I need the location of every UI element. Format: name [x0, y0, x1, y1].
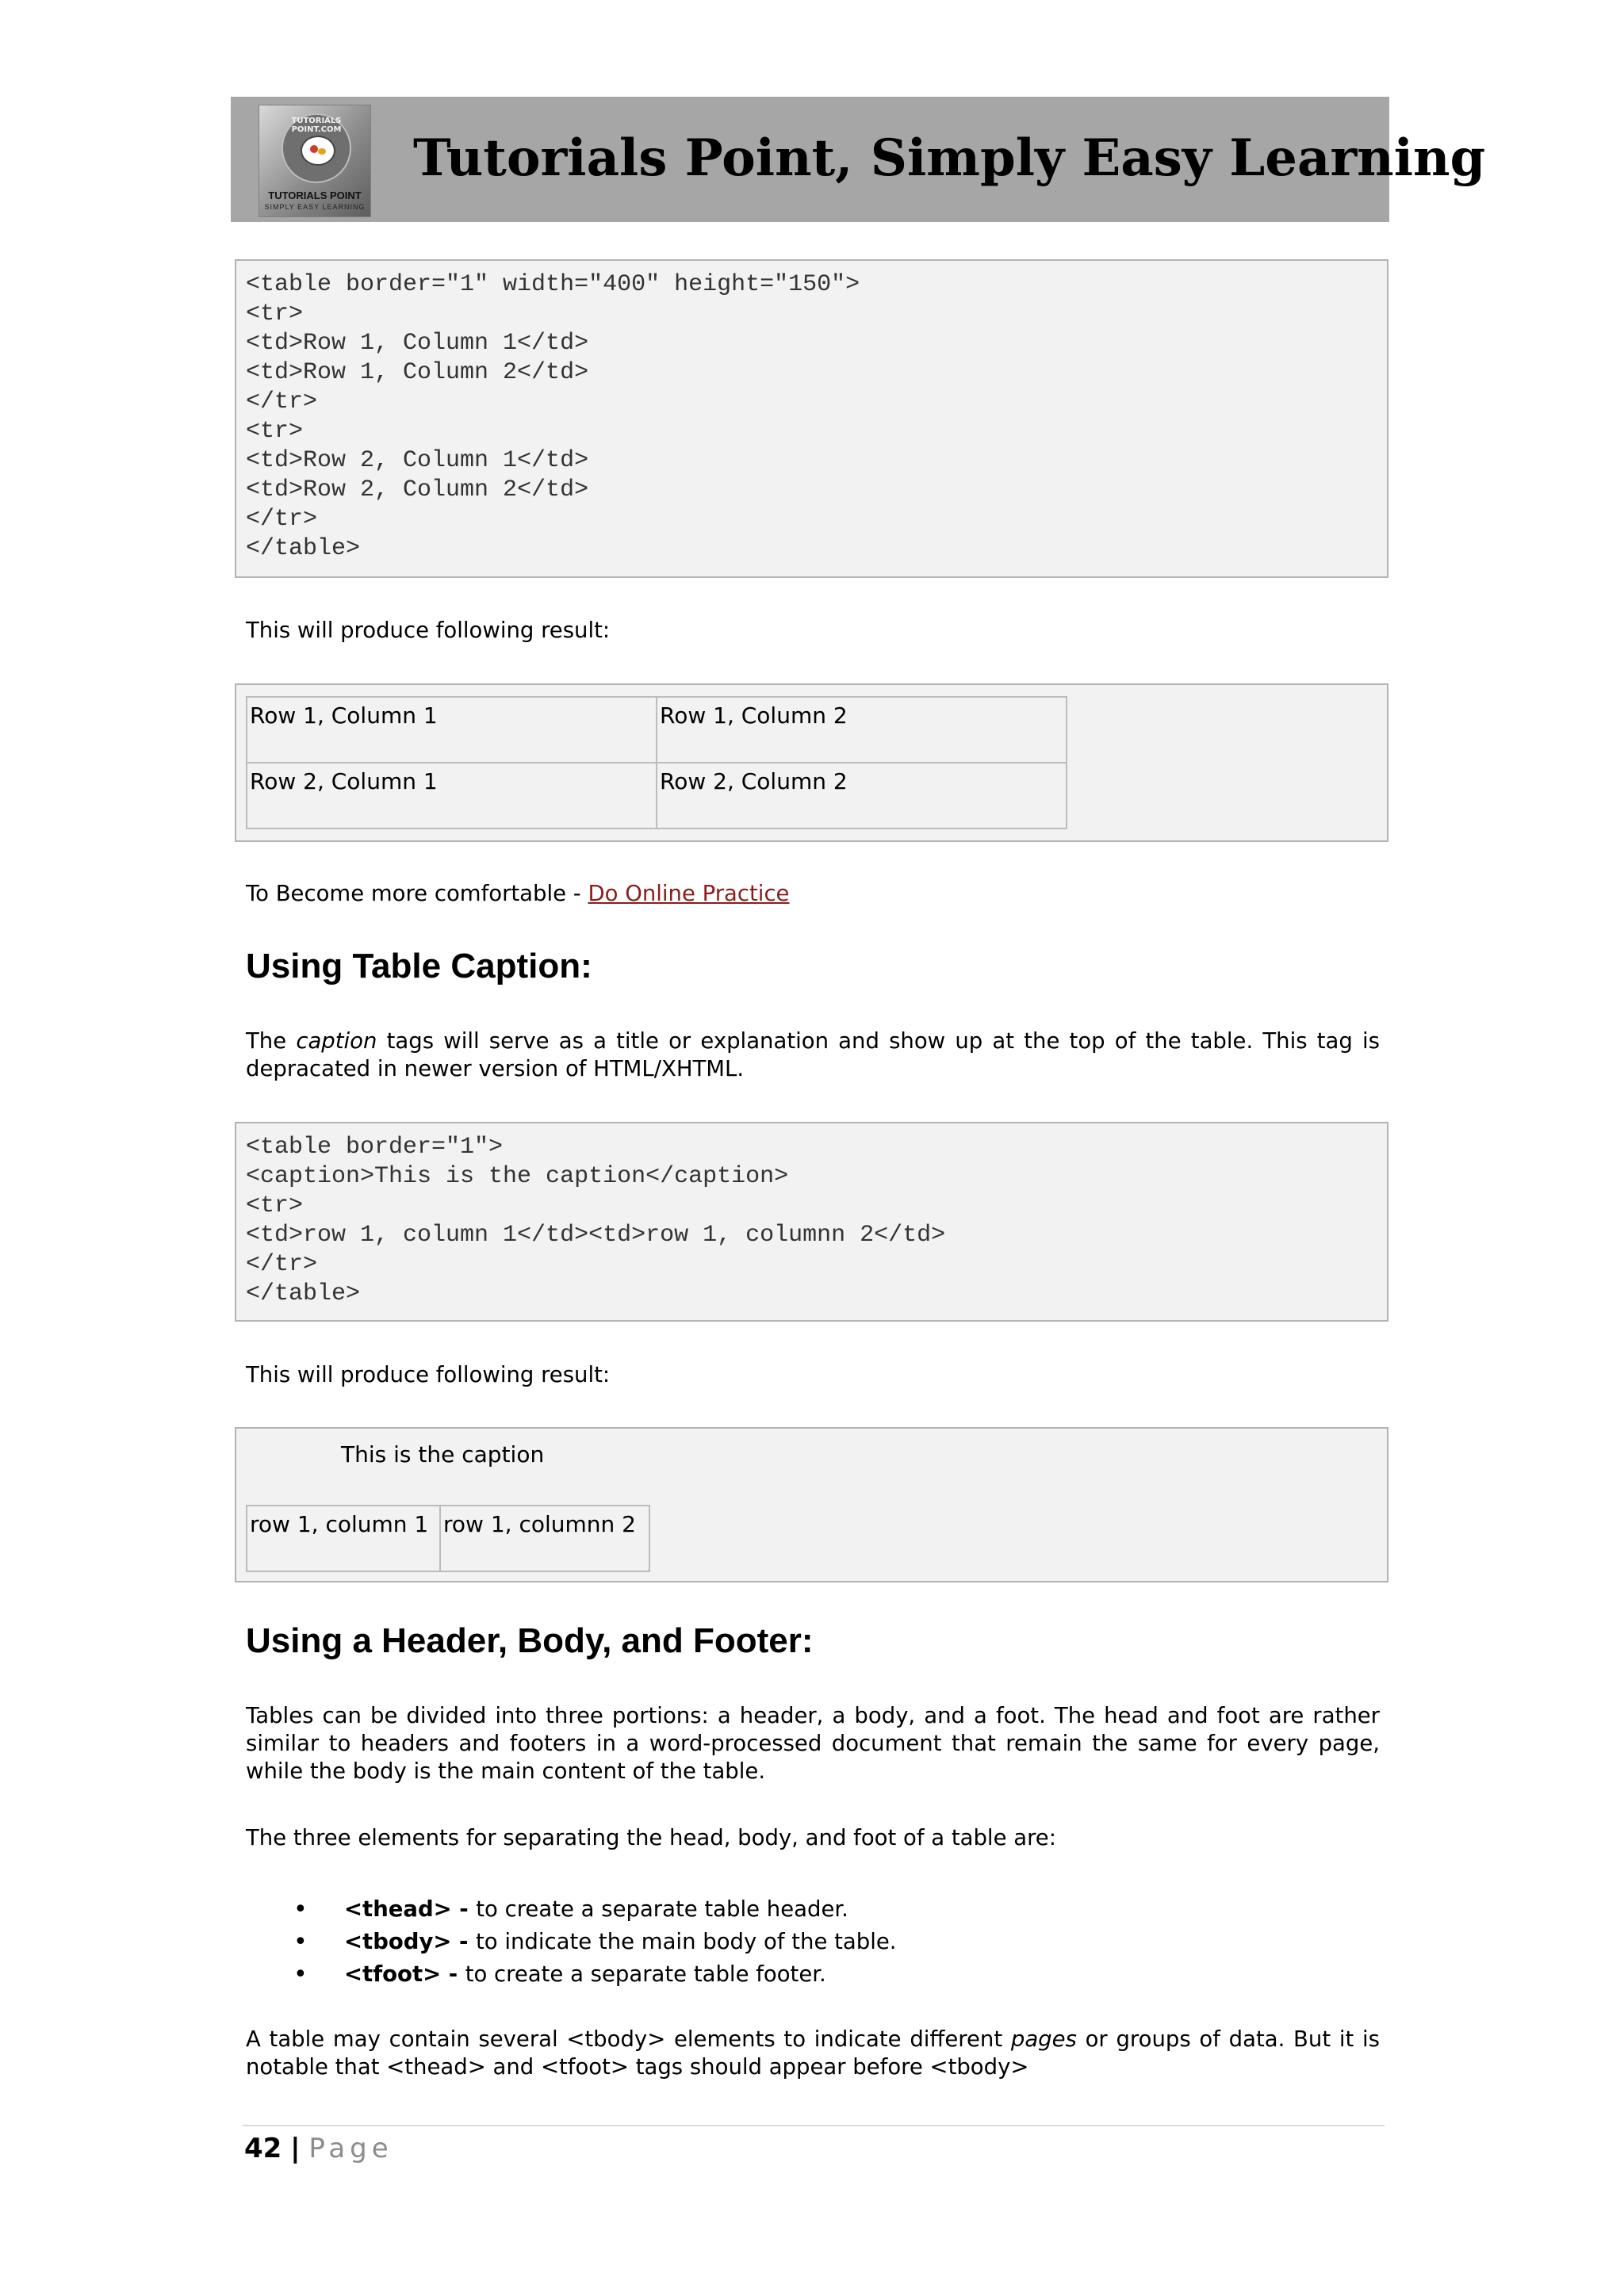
logo-ring-text: TUTORIALS POINT.COM: [291, 117, 342, 134]
list-item: • <tfoot> - to create a separate table footer.: [246, 1958, 1380, 1991]
table-caption: This is the caption: [341, 1441, 545, 1468]
footer-divider: [243, 2125, 1385, 2126]
bullet-icon: •: [293, 1961, 308, 1988]
code-line: <td>Row 2, Column 1</td>: [246, 447, 589, 474]
tutorials-point-logo: [259, 105, 371, 217]
code-line: <tr>: [246, 418, 304, 445]
hbf-paragraph-2: The three elements for separating the head, body, and foot of a table are:: [246, 1825, 1056, 1850]
code-line: </tr>: [246, 1251, 318, 1278]
practice-line: [246, 880, 1380, 908]
section-heading-hbf: Using a Header, Body, and Footer:: [246, 1621, 814, 1660]
header-banner: [231, 97, 1486, 222]
result-table: [246, 696, 1067, 829]
result-box: [235, 1427, 1388, 1582]
hbf-paragraph-1: Tables can be divided into three portions: a header, a body, and a foot. The head and foot are rather similar to headers and footers in a word-processed document that remain the same for every page, while the body is the main content of the table.: [246, 1703, 1380, 1784]
table-cell: row 1, column 1: [247, 1506, 440, 1571]
code-line: <table border="1" width="400" height="150">: [246, 271, 860, 298]
footer-separator: |: [290, 2133, 301, 2164]
table-row: [247, 1506, 649, 1571]
code-line: <tr>: [246, 300, 304, 327]
code-line: </tr>: [246, 388, 318, 415]
page-footer: [244, 2131, 393, 2166]
bullet-icon: •: [293, 1896, 308, 1923]
code-line: <caption>This is the caption</caption>: [246, 1163, 789, 1190]
code-line: <td>Row 1, Column 2</td>: [246, 359, 589, 386]
table-cell: Row 2, Column 1: [247, 763, 657, 828]
section-heading-caption: Using Table Caption:: [246, 947, 592, 985]
table-cell: Row 2, Column 2: [657, 763, 1067, 828]
page-title: Tutorials Point, Simply Easy Learning: [413, 128, 1486, 188]
code-line: <tr>: [246, 1192, 304, 1219]
code-line: </table>: [246, 1280, 361, 1307]
page-label: Page: [308, 2133, 393, 2164]
list-item: • <thead> - to create a separate table header.: [246, 1893, 1380, 1926]
code-line: </table>: [246, 535, 361, 562]
bullet-icon: •: [293, 1928, 308, 1956]
elements-list: [246, 1893, 1380, 1991]
code-line: <td>Row 1, Column 1</td>: [246, 330, 589, 357]
code-block: [235, 259, 1388, 578]
list-item: • <tbody> - to indicate the main body of the table.: [246, 1926, 1380, 1958]
result-label: This will produce following result:: [246, 618, 611, 643]
practice-prefix: To Become more comfortable -: [246, 881, 588, 906]
table-row: [247, 763, 1067, 828]
code-line: <table border="1">: [246, 1134, 504, 1161]
table-row: [247, 697, 1067, 763]
result-label: This will produce following result:: [246, 1362, 611, 1387]
logo-disc-icon: [301, 136, 335, 166]
online-practice-link[interactable]: Do Online Practice: [588, 881, 790, 906]
code-block: [235, 1122, 1388, 1322]
table-cell: Row 1, Column 2: [657, 697, 1067, 763]
result-box: [235, 683, 1388, 842]
caption-paragraph: The caption tags will serve as a title or explanation and show up at the top of the table. This tag is depracated in newer version of HTML/XHTML.: [246, 1028, 1380, 1081]
code-line: </tr>: [246, 506, 318, 533]
hbf-paragraph-3: A table may contain several <tbody> elements to indicate different pages or groups of data. But it is notable that <thead> and <tfoot> tags should appear before <tbody>: [246, 2026, 1380, 2080]
code-line: <td>row 1, column 1</td><td>row 1, columnn 2</td>: [246, 1222, 946, 1249]
logo-tagline: SIMPLY EASY LEARNING: [264, 203, 366, 211]
page-number: 42: [244, 2133, 282, 2164]
code-line: <td>Row 2, Column 2</td>: [246, 476, 589, 503]
result-table: [246, 1505, 650, 1572]
table-cell: row 1, columnn 2: [440, 1506, 649, 1571]
logo-name: TUTORIALS POINT: [268, 189, 362, 201]
table-cell: Row 1, Column 1: [247, 697, 657, 763]
logo-ring: [282, 113, 351, 183]
